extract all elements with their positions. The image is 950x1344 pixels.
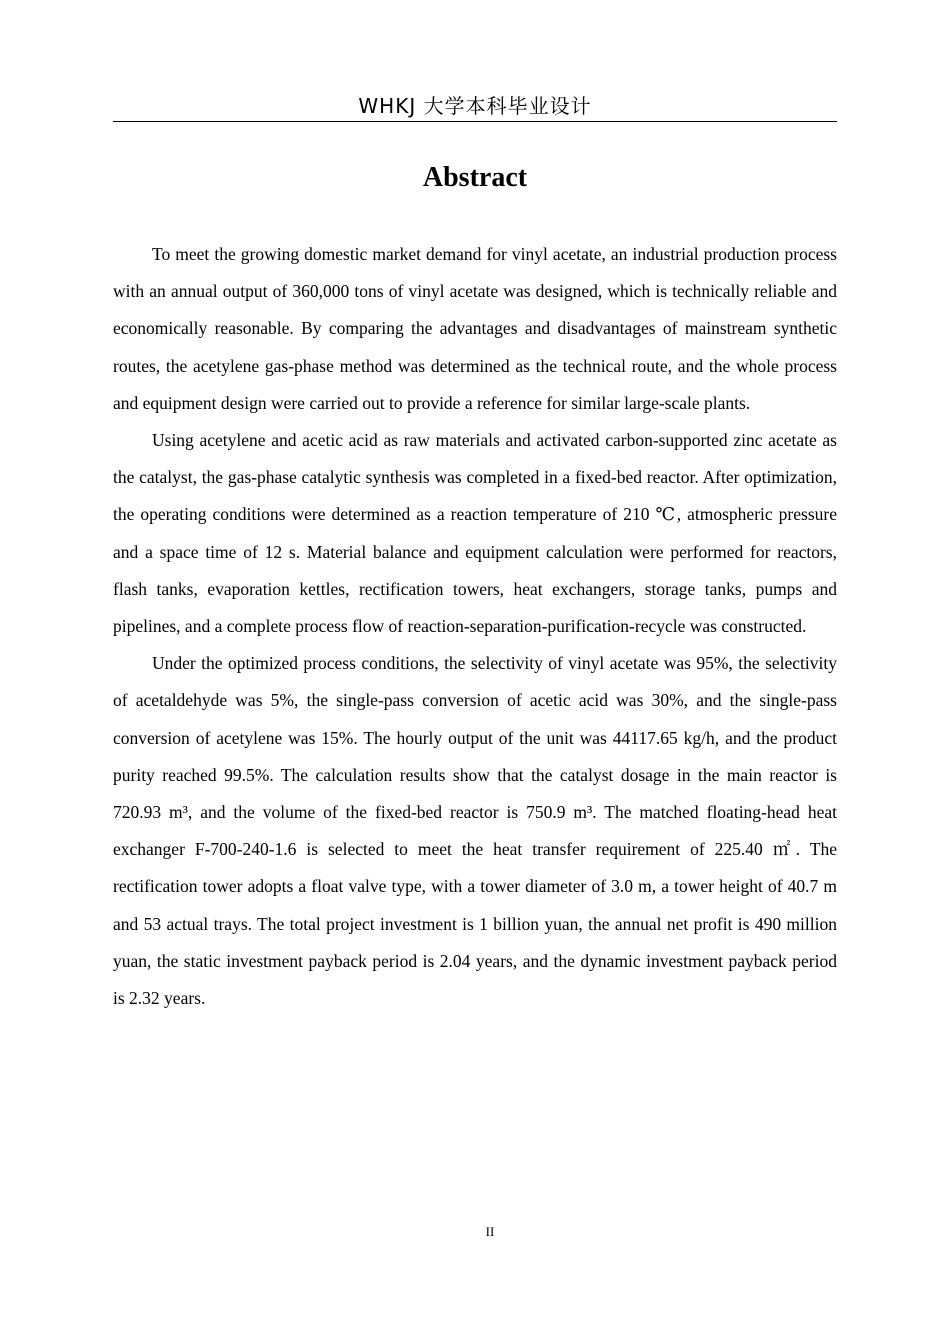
abstract-paragraph-1: To meet the growing domestic market demand for vinyl acetate, an industrial production process with an annual output of 360,000 tons of vinyl acetate was designed, which is technically reliable and economically reasonable. By comparing the advantages and disadvantages of mainstream synthetic routes, the acetylene gas-phase method was determined as the technical route, and the whole process and equipment design were carried out to provide a reference for similar large-scale plants. — [113, 244, 837, 413]
page-number: II — [485, 1224, 495, 1239]
abstract-body — [113, 236, 837, 1017]
running-header: WHKJ 大学本科毕业设计 — [358, 94, 592, 118]
abstract-paragraph-2: Using acetylene and acetic acid as raw materials and activated carbon-supported zinc acetate as the catalyst, the gas-phase catalytic synthesis was completed in a fixed-bed reactor. After optimization, the operating conditions were determined as a reaction temperature of 210 ℃, atmospheric pressure and a space time of 12 s. Material balance and equipment calculation were performed for reactors, flash tanks, evaporation kettles, rectification towers, heat exchangers, storage tanks, pumps and pipelines, and a complete process flow of reaction-separation-purification-recycle was constructed. — [113, 430, 837, 637]
abstract-paragraph-3: Under the optimized process conditions, the selectivity of vinyl acetate was 95%, the selectivity of acetaldehyde was 5%, the single-pass conversion of acetic acid was 30%, and the single-pass conversion of acetylene was 15%. The hourly output of the unit was 44117.65 kg/h, and the product purity reached 99.5%. The calculation results show that the catalyst dosage in the main reactor is 720.93 m³, and the volume of the fixed-bed reactor is 750.9 m³. The matched floating-head heat exchanger F-700-240-1.6 is selected to meet the heat transfer requirement of 225.40 ㎡. The rectification tower adopts a float valve type, with a tower diameter of 3.0 m, a tower height of 40.7 m and 53 actual trays. The total project investment is 1 billion yuan, the annual net profit is 490 million yuan, the static investment payback period is 2.04 years, and the dynamic investment payback period is 2.32 years. — [113, 653, 837, 1009]
header-rule — [113, 121, 837, 122]
abstract-title: Abstract — [422, 162, 528, 193]
